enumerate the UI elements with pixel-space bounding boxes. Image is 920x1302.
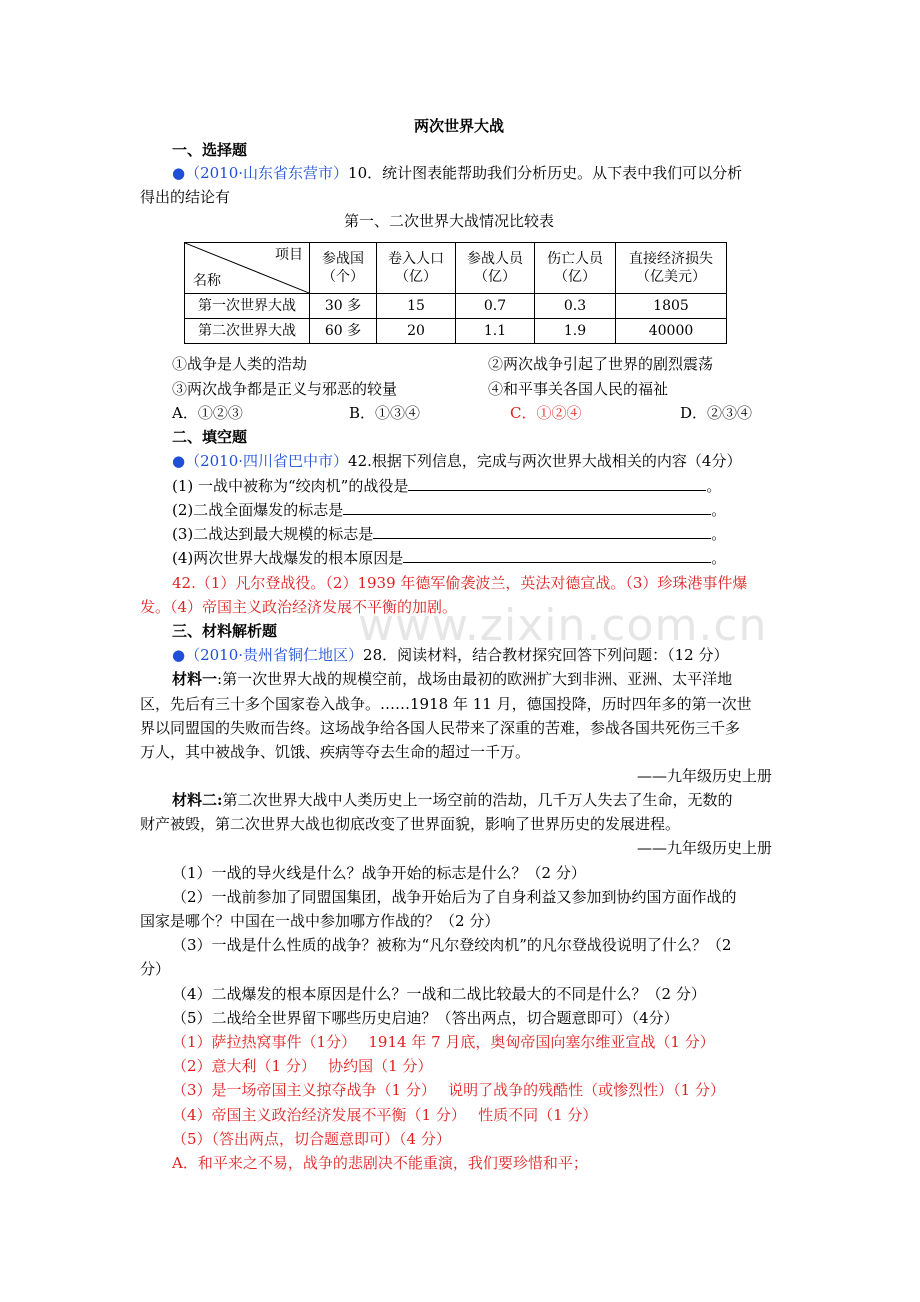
option-4: ④和平事关各国人民的福祉 [488, 380, 669, 398]
watermark: www.zixin.com.cn [358, 600, 768, 651]
table-title: 第一、二次世界大战情况比较表 [344, 212, 555, 230]
corner-header-top: 项目 [275, 247, 303, 263]
material-1-line-2: 区，先后有三十多个国家卷入战争。……1918 年 11 月，德国投降，历时四年多的第一次世 [140, 695, 752, 713]
question-3-line [172, 645, 729, 665]
question-2-line [172, 451, 741, 471]
material-1-line-1: 材料一:第一次世界大战的规模空前，战场由最初的欧洲扩大到非洲、亚洲、太平洋地 [172, 670, 733, 688]
answer-1: （1）萨拉热窝事件（1分） 1914 年 7 月底，奥匈帝国向塞尔维亚宣战（1 分） [172, 1033, 715, 1051]
section-heading-1: 一、选择题 [172, 141, 248, 159]
answer-blank[interactable] [373, 524, 711, 539]
table-cell: 0.7 [456, 294, 535, 319]
answer-blank[interactable] [408, 476, 706, 491]
fill-item-4: (4)两次世界大战爆发的根本原因是 。 [172, 549, 727, 567]
table-header-cell: 直接经济损失 （亿美元） [616, 243, 727, 294]
table-cell: 30 多 [310, 294, 377, 319]
table-cell: 0.3 [535, 294, 616, 319]
question-3-source-link[interactable]: （2010·贵州省铜仁地区） [185, 646, 364, 664]
table-cell: 1.1 [456, 319, 535, 344]
table-cell: 20 [377, 319, 456, 344]
answer-2: （2）意大利（1 分） 协约国（1 分） [172, 1057, 433, 1075]
sub-question-2-line-2: 国家是哪个？中国在一战中参加哪方作战的？（2 分） [140, 912, 500, 930]
table-row-name: 第二次世界大战 [185, 319, 310, 344]
question-1-text: 10．统计图表能帮助我们分析历史。从下表中我们可以分析 [348, 164, 743, 182]
sub-question-4: （4）二战爆发的根本原因是什么？一战和二战比较最大的不同是什么？（2 分） [172, 985, 706, 1003]
material-1-source: ——九年级历史上册 [637, 767, 773, 785]
table-row [185, 319, 727, 344]
option-2: ②两次战争引起了世界的剧烈震荡 [488, 355, 714, 373]
table-corner-cell [185, 243, 310, 294]
question-2-answer-line-2: 发。（4）帝国主义政治经济发展不平衡的加剧。 [140, 598, 458, 616]
answer-blank[interactable] [403, 548, 711, 563]
material-2-label: 材料二: [172, 791, 223, 809]
sub-question-1: （1）一战的导火线是什么？战争开始的标志是什么？（2 分） [172, 864, 586, 882]
choice-b: B．①③④ [349, 404, 421, 422]
fill-item-1: (1) 一战中被称为“绞肉机”的战役是 。 [172, 477, 722, 495]
table-row-name: 第一次世界大战 [185, 294, 310, 319]
bullet-icon: ● [172, 452, 186, 470]
question-2-answer-line-1: 42.（1）凡尔登战役。（2）1939 年德军偷袭波兰，英法对德宣战。（3）珍珠港事件爆 [172, 574, 748, 592]
option-3: ③两次战争都是正义与邪恶的较量 [172, 380, 398, 398]
sub-question-3-line-1: （3）一战是什么性质的战争？被称为“凡尔登绞肉机”的凡尔登战役说明了什么？（2 [172, 936, 732, 954]
answer-blank[interactable] [343, 500, 711, 515]
table-header-cell: 参战人员 （亿） [456, 243, 535, 294]
answer-5-point-a: A．和平来之不易，战争的悲剧决不能重演，我们要珍惜和平； [172, 1154, 588, 1172]
material-2-source: ——九年级历史上册 [637, 839, 773, 857]
table-cell: 1.9 [535, 319, 616, 344]
bullet-icon: ● [172, 164, 186, 182]
doc-title: 两次世界大战 [414, 117, 505, 135]
sub-question-2-line-1: （2）一战前参加了同盟国集团，战争开始后为了自身利益又参加到协约国方面作战的 [172, 888, 737, 906]
table-cell: 1805 [616, 294, 727, 319]
section-heading-2: 二、填空题 [172, 428, 248, 446]
section-heading-3: 三、材料解析题 [172, 622, 278, 640]
material-1-label: 材料一 [172, 670, 218, 688]
corner-header-bottom: 名称 [193, 273, 221, 289]
fill-item-2: (2)二战全面爆发的标志是 。 [172, 501, 727, 519]
material-2-line-2: 财产被毁，第二次世界大战也彻底改变了世界面貌，影响了世界历史的发展进程。 [140, 815, 681, 833]
answer-5: （5）（答出两点，切合题意即可）（4 分） [172, 1130, 451, 1148]
question-2-text: 42.根据下列信息，完成与两次世界大战相关的内容（4分） [348, 452, 742, 470]
table-header-cell: 参战国 （个） [310, 243, 377, 294]
answer-3: （3）是一场帝国主义掠夺战争（1 分） 说明了战争的残酷性（或惨烈性）（1 分） [172, 1081, 725, 1099]
choice-d: D．②③④ [680, 404, 753, 422]
material-1-line-3: 界以同盟国的失败而告终。这场战争给各国人民带来了深重的苦难，参战各国共死伤三千多 [140, 719, 741, 737]
option-1: ①战争是人类的浩劫 [172, 355, 308, 373]
table-header-cell: 卷入人口 （亿） [377, 243, 456, 294]
question-1-source-link[interactable]: （2010·山东省东营市） [185, 164, 349, 182]
table-header-cell: 伤亡人员 （亿） [535, 243, 616, 294]
question-1-line-1 [172, 163, 742, 183]
table-cell: 15 [377, 294, 456, 319]
answer-4: （4）帝国主义政治经济发展不平衡（1 分） 性质不同（1 分） [172, 1106, 598, 1124]
table-row [185, 294, 727, 319]
choice-c-answer: C．①②④ [510, 404, 582, 422]
comparison-table [184, 242, 727, 344]
question-1-line-2: 得出的结论有 [140, 188, 231, 206]
sub-question-5: （5）二战给全世界留下哪些历史启迪？（答出两点，切合题意即可）（4分） [172, 1009, 679, 1027]
choice-a: A．①②③ [172, 404, 243, 422]
material-2-line-1: 材料二:第二次世界大战中人类历史上一场空前的浩劫，几千万人失去了生命，无数的 [172, 791, 733, 809]
material-1-line-4: 万人，其中被战争、饥饿、疾病等夺去生命的超过一千万。 [140, 743, 531, 761]
table-cell: 40000 [616, 319, 727, 344]
sub-question-3-line-2: 分） [140, 960, 171, 978]
question-2-source-link[interactable]: （2010·四川省巴中市） [185, 452, 349, 470]
fill-item-3: (3)二战达到最大规模的标志是 。 [172, 525, 727, 543]
bullet-icon: ● [172, 646, 186, 664]
question-3-text: 28．阅读材料，结合教材探究回答下列问题：（12 分） [363, 646, 729, 664]
table-cell: 60 多 [310, 319, 377, 344]
